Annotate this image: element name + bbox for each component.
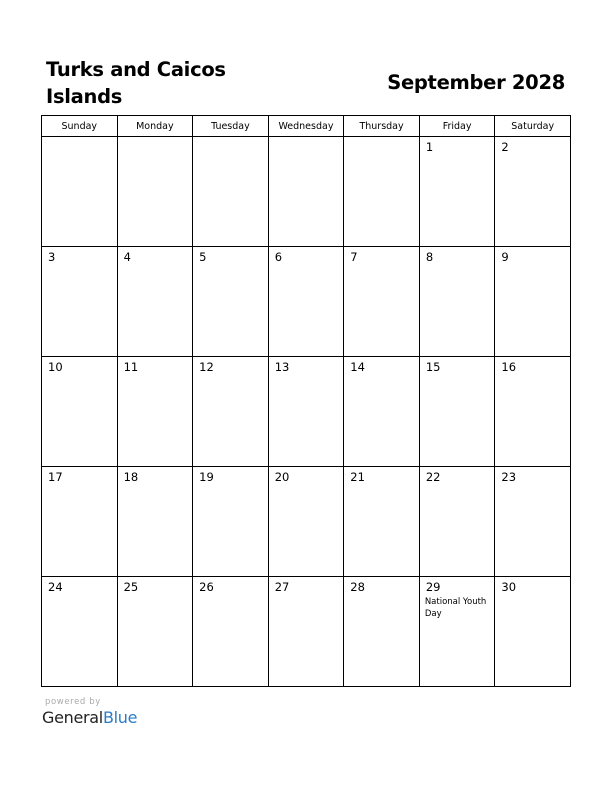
weekday-header: Tuesday <box>193 116 269 137</box>
day-number: 26 <box>199 580 214 594</box>
day-number: 25 <box>123 580 139 594</box>
day-number: 29 <box>425 580 441 594</box>
day-number <box>344 137 419 141</box>
day-number: 6 <box>274 250 283 264</box>
day-cell <box>117 357 193 467</box>
day-cell <box>193 137 269 247</box>
day-cell <box>268 137 344 247</box>
day-cell <box>495 467 571 577</box>
day-number: 17 <box>48 470 63 484</box>
day-number: 15 <box>425 360 441 374</box>
day-cell <box>344 247 420 357</box>
country-title: Turks and Caicos Islands <box>46 58 226 108</box>
weekday-header: Friday <box>419 116 495 137</box>
day-number: 12 <box>199 360 214 374</box>
weekday-header-row <box>42 116 571 137</box>
day-number: 28 <box>350 580 365 594</box>
day-number: 23 <box>501 470 517 484</box>
day-number: 4 <box>123 250 131 264</box>
week-row <box>42 357 571 467</box>
day-cell <box>419 577 495 687</box>
day-number: 2 <box>501 140 509 154</box>
day-number: 7 <box>350 250 358 264</box>
day-cell <box>419 247 495 357</box>
day-number: 14 <box>350 360 365 374</box>
day-cell <box>495 357 571 467</box>
day-cell <box>344 357 420 467</box>
week-row <box>42 247 571 357</box>
day-cell <box>344 577 420 687</box>
day-number: 16 <box>501 360 517 374</box>
day-cell <box>268 247 344 357</box>
day-cell <box>419 137 495 247</box>
day-cell <box>42 137 118 247</box>
day-number: 5 <box>199 250 207 264</box>
day-cell <box>495 577 571 687</box>
day-cell <box>117 247 193 357</box>
day-number: 10 <box>48 360 63 374</box>
calendar-grid <box>41 115 571 687</box>
day-cell <box>344 137 420 247</box>
day-number: 1 <box>425 140 434 154</box>
day-cell <box>193 467 269 577</box>
powered-by-text: powered by <box>45 697 101 707</box>
day-cell <box>268 467 344 577</box>
day-number: 24 <box>48 580 63 594</box>
weekday-header: Monday <box>117 116 193 137</box>
day-cell <box>419 357 495 467</box>
weekday-header: Sunday <box>42 116 118 137</box>
day-number: 27 <box>274 580 290 594</box>
day-number: 9 <box>501 250 509 264</box>
day-cell <box>268 577 344 687</box>
day-number: 19 <box>199 470 214 484</box>
day-cell <box>193 247 269 357</box>
holiday-label: National Youth Day <box>424 597 487 619</box>
month-year-title: September 2028 <box>387 71 565 94</box>
day-number: 22 <box>425 470 441 484</box>
logo-text-general: General <box>42 708 103 727</box>
day-number: 8 <box>425 250 434 264</box>
day-number <box>42 137 117 141</box>
day-number: 20 <box>274 470 290 484</box>
week-row <box>42 577 571 687</box>
day-cell <box>495 137 571 247</box>
day-number: 30 <box>501 580 517 594</box>
day-number <box>118 137 193 141</box>
day-number: 18 <box>123 470 139 484</box>
day-cell <box>193 577 269 687</box>
day-number: 21 <box>350 470 365 484</box>
day-cell <box>117 137 193 247</box>
week-row <box>42 137 571 247</box>
day-cell <box>42 577 118 687</box>
day-cell <box>42 467 118 577</box>
day-cell <box>117 577 193 687</box>
weekday-header: Saturday <box>495 116 571 137</box>
week-row <box>42 467 571 577</box>
weekday-header: Wednesday <box>268 116 344 137</box>
day-cell <box>268 357 344 467</box>
day-cell <box>344 467 420 577</box>
day-cell <box>42 247 118 357</box>
day-cell <box>419 467 495 577</box>
day-cell <box>495 247 571 357</box>
day-number: 13 <box>274 360 290 374</box>
weekday-header: Thursday <box>344 116 420 137</box>
day-cell <box>193 357 269 467</box>
logo-text-blue: Blue <box>102 708 138 727</box>
day-number: 11 <box>123 360 139 374</box>
generalblue-logo[interactable] <box>42 708 137 727</box>
day-cell <box>42 357 118 467</box>
day-number <box>193 137 268 141</box>
day-cell <box>117 467 193 577</box>
day-number <box>269 137 344 141</box>
day-number: 3 <box>48 250 56 264</box>
